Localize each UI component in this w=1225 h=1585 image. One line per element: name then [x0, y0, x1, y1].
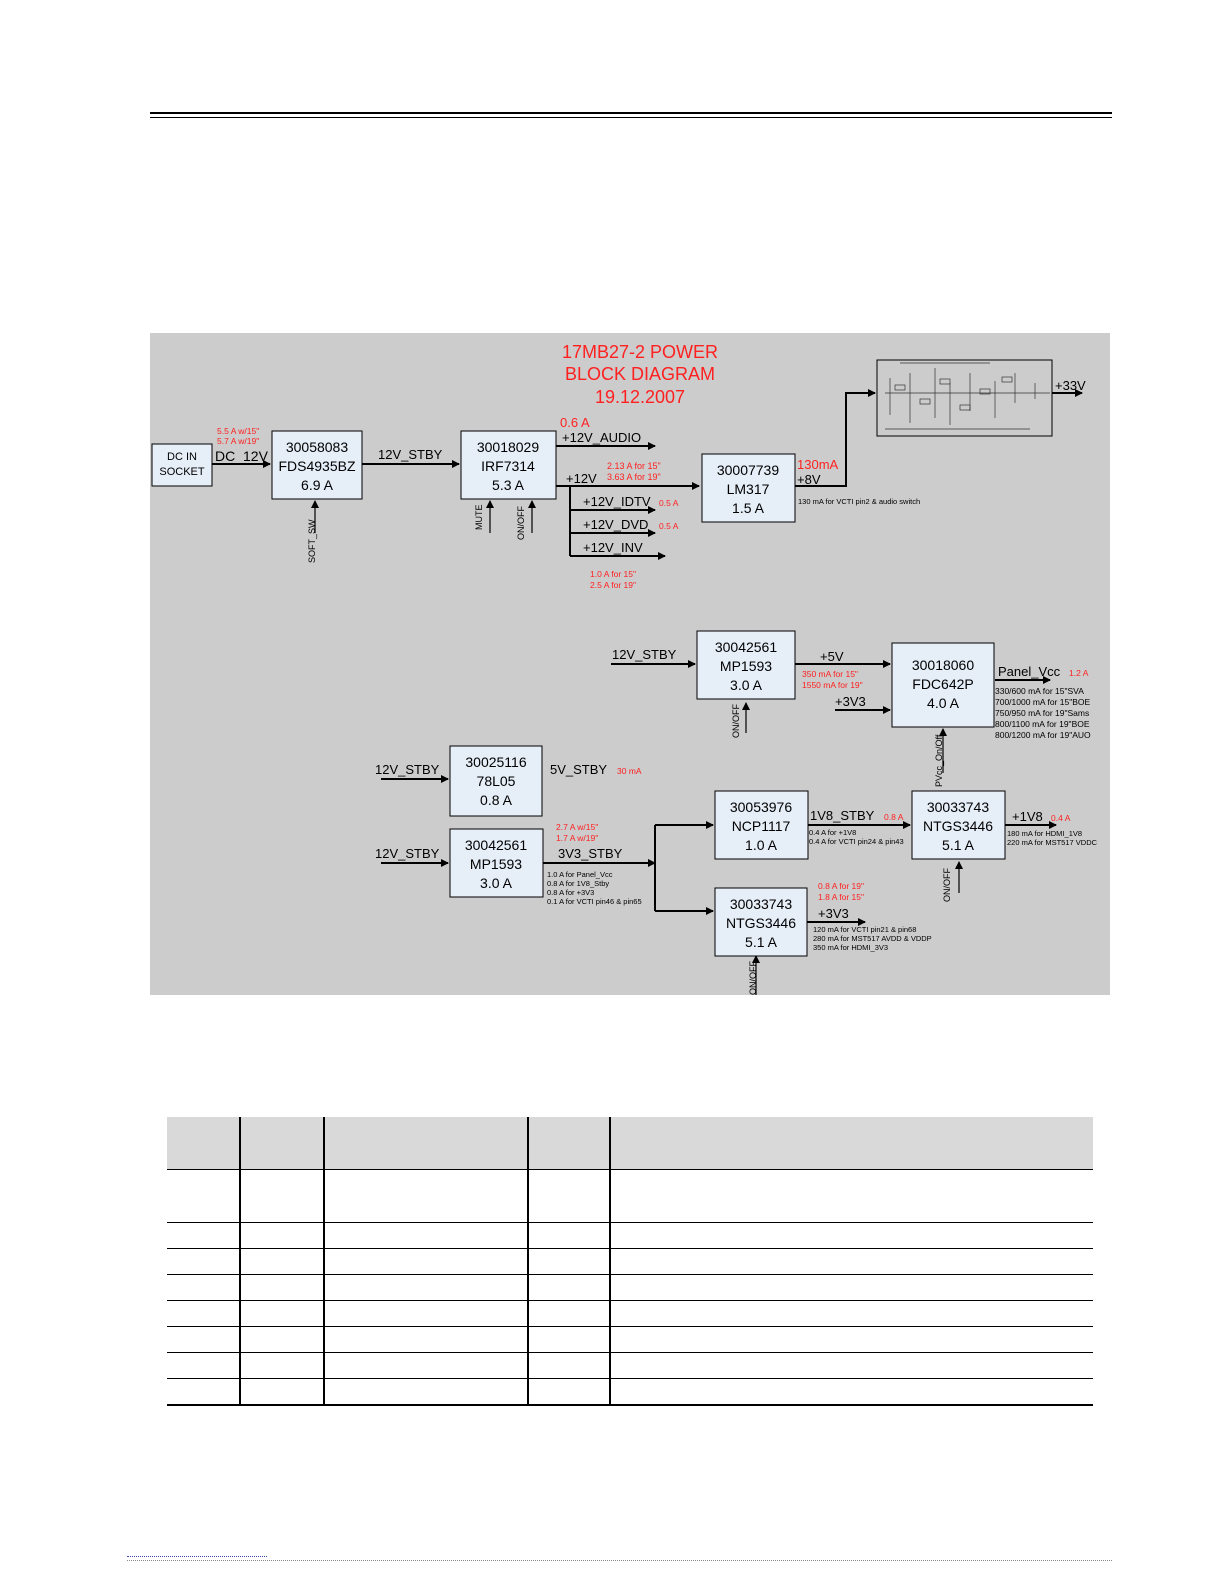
- plus1v8-note-1: 180 mA for HDMI_1V8: [1007, 829, 1083, 838]
- label-panel-vcc: Panel_Vcc: [998, 664, 1061, 679]
- table-row: [167, 1327, 1093, 1353]
- svg-text:FDC642P: FDC642P: [912, 676, 974, 692]
- stby3v3-note-1: 1.0 A for Panel_Vcc: [547, 870, 613, 879]
- label-onoff-b: ON/OFF: [731, 704, 741, 738]
- svg-text:NTGS3446: NTGS3446: [922, 818, 994, 834]
- block-dc-in: [152, 444, 212, 486]
- idtv-current: 0.5 A: [659, 498, 679, 508]
- plus3v3-out-current-1: 0.8 A for 19": [818, 881, 865, 891]
- header-cell: [528, 1117, 610, 1170]
- audio-current: 0.6 A: [560, 415, 590, 430]
- label-plus5v: +5V: [820, 649, 844, 664]
- label-pvcc-onoff: PVcc_On/Off: [934, 734, 944, 787]
- svg-text:NTGS3446: NTGS3446: [725, 915, 797, 931]
- block-ntgs3446-bottom: [715, 888, 807, 956]
- table-row: [167, 1353, 1093, 1379]
- label-mute: MUTE: [474, 504, 484, 530]
- label-dvd: +12V_DVD: [583, 517, 649, 532]
- label-audio: +12V_AUDIO: [562, 430, 642, 445]
- header-cell: [167, 1117, 240, 1170]
- header-cell: [240, 1117, 324, 1170]
- panel-note-4: 800/1100 mA for 19"BOE: [995, 719, 1090, 729]
- label-12v-stby: 12V_STBY: [378, 447, 443, 462]
- plus5v-current-2: 1550 mA for 19": [802, 680, 863, 690]
- plus3v3-out-current-2: 1.8 A for 15": [818, 892, 865, 902]
- plus12v-current-2: 3.63 A for 19": [607, 472, 661, 482]
- block-ncp1117: [715, 791, 808, 859]
- svg-text:1.0 A: 1.0 A: [745, 837, 777, 853]
- label-12v-stby-c: 12V_STBY: [375, 762, 440, 777]
- svg-text:MP1593: MP1593: [719, 658, 773, 674]
- stby3v3-current-1: 2.7 A w/15": [556, 822, 599, 832]
- svg-text:3.0 A: 3.0 A: [730, 677, 762, 693]
- svg-text:78L05: 78L05: [476, 773, 516, 789]
- plus3v3-out-note-1: 120 mA for VCTI pin21 & pin68: [813, 925, 917, 934]
- table-row: [167, 1223, 1093, 1249]
- label-3v3-stby: 3V3_STBY: [558, 846, 623, 861]
- block-irf7314: [461, 431, 556, 499]
- svg-text:DC IN: DC IN: [167, 451, 197, 463]
- title-line-3: 19.12.2007: [594, 387, 686, 407]
- panel-note-3: 750/950 mA for 19"Sams: [995, 708, 1090, 718]
- block-fdc642p: [892, 643, 994, 727]
- revision-table: [167, 1117, 1093, 1406]
- panel-vcc-current: 1.2 A: [1069, 668, 1089, 678]
- svg-text:FDS4935BZ: FDS4935BZ: [278, 458, 356, 474]
- table-row: [167, 1275, 1093, 1301]
- table-header-row: [167, 1117, 1093, 1170]
- block-mp1593-top: [697, 631, 795, 699]
- block-ntgs3446-right: [912, 791, 1005, 859]
- block-fds4935bz: [272, 431, 362, 499]
- svg-text:5.1 A: 5.1 A: [942, 837, 974, 853]
- svg-text:3.0 A: 3.0 A: [480, 875, 512, 891]
- stby1v8-note-2: 0.4 A for VCTI pin24 & pin43: [809, 837, 904, 846]
- table-row: [167, 1301, 1093, 1327]
- inv-current-1: 1.0 A for 15": [590, 569, 637, 579]
- svg-text:SOCKET: SOCKET: [159, 466, 205, 478]
- stby1v8-current: 0.8 A: [884, 812, 904, 822]
- plus3v3-out-note-2: 280 mA for MST517 AVDD & VDDP: [813, 934, 932, 943]
- label-plus8v-note: 130 mA for VCTI pin2 & audio switch: [798, 497, 921, 506]
- plus3v3-out-note-3: 350 mA for HDMI_3V3: [813, 943, 889, 952]
- block-lm317: [702, 454, 795, 522]
- label-5v-stby: 5V_STBY: [550, 762, 608, 777]
- svg-text:30033743: 30033743: [729, 896, 793, 912]
- label-12v-stby-b: 12V_STBY: [612, 647, 677, 662]
- svg-text:30058083: 30058083: [285, 439, 349, 455]
- svg-text:5.3 A: 5.3 A: [492, 477, 524, 493]
- inv-current-2: 2.5 A for 19": [590, 580, 637, 590]
- table-row: [167, 1379, 1093, 1406]
- stby3v3-note-3: 0.8 A for +3V3: [547, 888, 595, 897]
- svg-text:MP1593: MP1593: [469, 856, 523, 872]
- svg-text:0.8 A: 0.8 A: [480, 792, 512, 808]
- header-rule-thin: [150, 117, 1112, 118]
- stby5v-current: 30 mA: [617, 766, 642, 776]
- footer-link-line: [127, 1556, 267, 1558]
- label-plus1v8: +1V8: [1012, 809, 1043, 824]
- header-cell: [610, 1117, 1093, 1170]
- label-plus3v3-out: +3V3: [818, 906, 849, 921]
- panel-note-2: 700/1000 mA for 15"BOE: [995, 697, 1091, 707]
- title-line-2: BLOCK DIAGRAM: [564, 364, 716, 384]
- label-plus3v3-in: +3V3: [835, 694, 866, 709]
- dc12v-current-2: 5.7 A w/19": [217, 436, 260, 446]
- label-onoff-d: ON/OFF: [748, 961, 758, 995]
- label-1v8-stby: 1V8_STBY: [810, 808, 875, 823]
- header-cell: [324, 1117, 528, 1170]
- label-12v-stby-d: 12V_STBY: [375, 846, 440, 861]
- svg-text:LM317: LM317: [726, 481, 770, 497]
- svg-text:30018060: 30018060: [911, 657, 975, 673]
- svg-text:30007739: 30007739: [716, 462, 780, 478]
- label-onoff: ON/OFF: [516, 506, 526, 540]
- svg-text:6.9 A: 6.9 A: [301, 477, 333, 493]
- plus12v-current-1: 2.13 A for 15": [607, 461, 661, 471]
- svg-text:30033743: 30033743: [926, 799, 990, 815]
- svg-text:NCP1117: NCP1117: [731, 818, 791, 834]
- svg-text:30053976: 30053976: [729, 799, 793, 815]
- stby3v3-note-4: 0.1 A for VCTI pin46 & pin65: [547, 897, 642, 906]
- label-soft-sw: SOFT_SW: [307, 519, 317, 563]
- svg-text:4.0 A: 4.0 A: [927, 695, 959, 711]
- block-mp1593-bottom: [450, 829, 543, 897]
- label-plus12v: +12V: [566, 471, 597, 486]
- label-inv: +12V_INV: [583, 540, 643, 555]
- header-rule: [150, 112, 1112, 114]
- stby3v3-current-2: 1.7 A w/19": [556, 833, 599, 843]
- block-78l05: [450, 746, 542, 816]
- table-row: [167, 1170, 1093, 1223]
- footer-dotted-rule: [127, 1560, 1112, 1562]
- panel-note-5: 800/1200 mA for 19"AUO: [995, 730, 1091, 740]
- svg-text:30025116: 30025116: [465, 754, 527, 770]
- power-block-diagram: [150, 333, 1110, 995]
- ma130-current: 130mA: [797, 457, 839, 472]
- dc12v-current-1: 5.5 A w/15": [217, 426, 260, 436]
- svg-text:30042561: 30042561: [464, 837, 528, 853]
- label-plus8v: +8V: [797, 472, 821, 487]
- table-row: [167, 1249, 1093, 1275]
- title-line-1: 17MB27-2 POWER: [561, 342, 719, 362]
- svg-text:30042561: 30042561: [714, 639, 778, 655]
- label-plus33v: +33V: [1055, 378, 1086, 393]
- svg-text:30018029: 30018029: [476, 439, 540, 455]
- svg-text:IRF7314: IRF7314: [481, 458, 535, 474]
- stby3v3-note-2: 0.8 A for 1V8_Stby: [547, 879, 610, 888]
- dvd-current: 0.5 A: [659, 521, 679, 531]
- svg-text:1.5 A: 1.5 A: [732, 500, 764, 516]
- plus1v8-current: 0.4 A: [1051, 813, 1071, 823]
- label-onoff-c: ON/OFF: [942, 868, 952, 902]
- stby1v8-note-1: 0.4 A for +1V8: [809, 828, 857, 837]
- svg-text:5.1 A: 5.1 A: [745, 934, 777, 950]
- plus5v-current-1: 350 mA for 15": [802, 669, 858, 679]
- panel-note-1: 330/600 mA for 15"SVA: [995, 686, 1084, 696]
- label-idtv: +12V_IDTV: [583, 494, 651, 509]
- plus1v8-note-2: 220 mA for MST517 VDDC: [1007, 838, 1098, 847]
- label-dc12v: DC_12V: [215, 448, 268, 464]
